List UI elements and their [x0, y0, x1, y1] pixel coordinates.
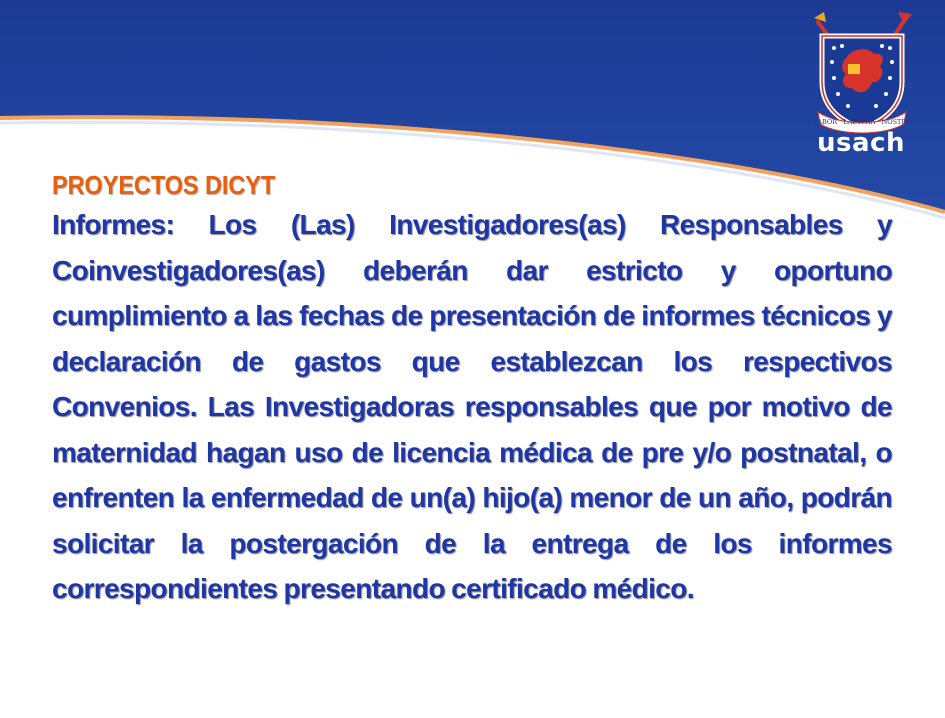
- motto-word-1: LABOR: [813, 118, 838, 126]
- university-shield-logo: [808, 8, 916, 136]
- slide-content: [52, 168, 892, 612]
- slide-heading: PROYECTOS DICYT: [52, 170, 276, 200]
- svg-text:LABOR LAETITIA NOS: [813, 118, 911, 126]
- slide-paragraph: Informes: Los (Las) Investigadores(as) Responsables y Coinvestigadores(as) deberán dar estricto y oportuno cumplimiento a las fechas de presentación de informes técnicos y declaración de gastos que establezcan los respectivos Convenios. Las Investigadoras responsables que por motivo de maternidad hagan uso de licencia médica de pre y/o postnatal, o enfrenten la enfermedad de un(a) hijo(a) menor de un año, podrán solicitar la postergación de la entrega de los informes correspondientes presentando certificado médico.: [52, 209, 892, 604]
- motto-word-2: LAETITIA: [843, 118, 876, 126]
- brand-wordmark: usach: [817, 128, 905, 158]
- motto-word-3: NOSTRA: [881, 118, 911, 126]
